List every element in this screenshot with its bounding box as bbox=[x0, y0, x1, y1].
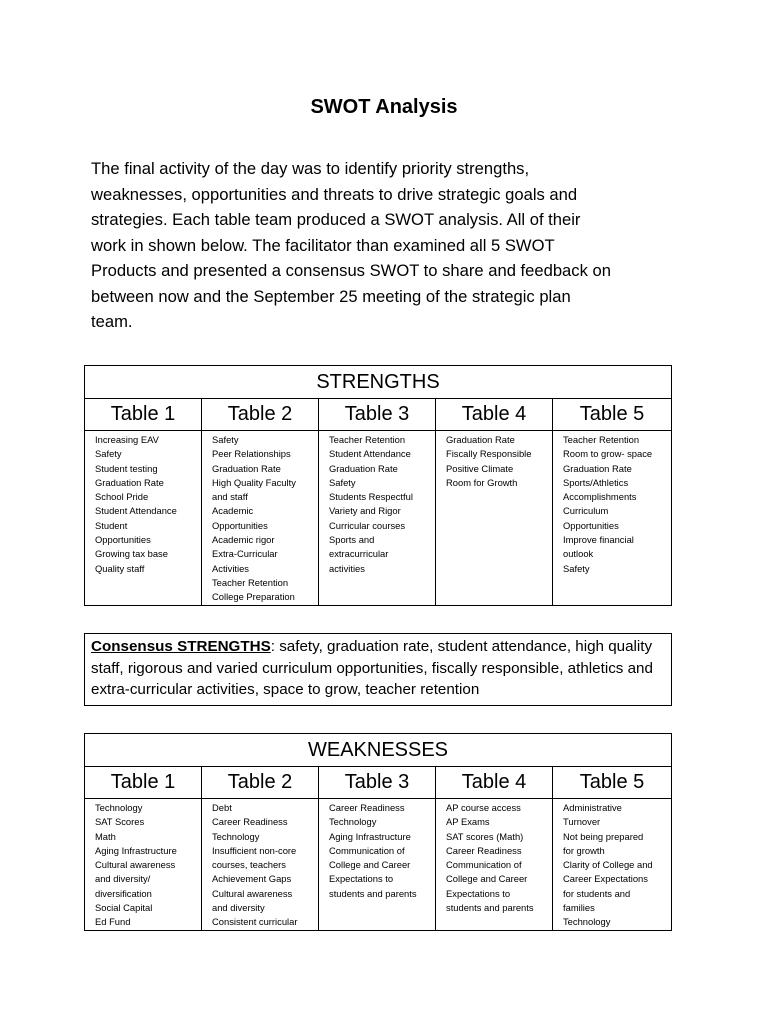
list-item: for students and bbox=[563, 887, 631, 899]
list-item: Graduation Rate bbox=[329, 462, 398, 474]
list-item: Social Capital bbox=[95, 902, 153, 914]
list-item: SAT Scores bbox=[95, 816, 145, 828]
list-item: students and parents bbox=[329, 887, 417, 899]
strengths-table-3-header: Table 3 bbox=[319, 399, 436, 431]
strengths-table-1-header: Table 1 bbox=[85, 399, 202, 431]
list-item: Increasing EAV bbox=[95, 434, 159, 445]
list-item: Fiscally Responsible bbox=[446, 448, 532, 460]
list-item: Aging Infrastructure bbox=[95, 844, 177, 856]
list-item: Safety bbox=[563, 562, 590, 574]
list-item: Curricular courses bbox=[329, 519, 406, 531]
list-item: AP course access bbox=[446, 802, 521, 813]
list-item: Technology bbox=[329, 816, 377, 828]
list-item: Not being prepared bbox=[563, 830, 644, 842]
list-item: Cultural awareness bbox=[95, 859, 176, 871]
list-item: AP Exams bbox=[446, 816, 490, 828]
list-item: Graduation Rate bbox=[212, 462, 281, 474]
weaknesses-heading: WEAKNESSES bbox=[85, 734, 672, 767]
list-item: Opportunities bbox=[563, 519, 619, 531]
weaknesses-table-3-header: Table 3 bbox=[319, 767, 436, 799]
strengths-table bbox=[84, 365, 672, 606]
list-item: Opportunities bbox=[212, 519, 268, 531]
consensus-strengths-box bbox=[84, 633, 672, 706]
list-item: Safety bbox=[329, 476, 356, 488]
list-item: Technology bbox=[212, 830, 260, 842]
list-item: Students Respectful bbox=[329, 491, 413, 503]
list-item: Safety bbox=[95, 448, 122, 460]
list-item: Ed Fund bbox=[95, 916, 131, 928]
list-item: Teacher Retention bbox=[329, 434, 406, 445]
list-item: and staff bbox=[212, 491, 248, 503]
list-item: Graduation Rate bbox=[446, 434, 515, 445]
weaknesses-table-5-header: Table 5 bbox=[553, 767, 672, 799]
list-item: Activities bbox=[212, 562, 249, 574]
strengths-table-1-list bbox=[85, 431, 202, 606]
list-item: Sports and bbox=[329, 534, 375, 546]
strengths-table-4-list bbox=[436, 431, 553, 606]
list-item: Growing tax base bbox=[95, 548, 168, 560]
list-item: Accomplishments bbox=[563, 491, 637, 503]
weaknesses-table-2-list bbox=[202, 799, 319, 931]
list-item: High Quality Faculty bbox=[212, 476, 296, 488]
list-item: activities bbox=[329, 562, 365, 574]
intro-paragraph: The final activity of the day was to identify priority strengths, weaknesses, opportunities and threats to drive strategic goals and strategies. Each table team produced a SWOT analysis. All of their work in shown below. The facilitator than examined all 5 SWOT Products and presented a consensus SWOT to share and feedback on between now and the September 25 meeting of the strategic plan team. bbox=[91, 159, 611, 331]
list-item: extracurricular bbox=[329, 548, 389, 560]
list-item: Extra-Curricular bbox=[212, 548, 278, 560]
list-item: Positive Climate bbox=[446, 462, 514, 474]
list-item: Turnover bbox=[563, 816, 601, 828]
list-item: Aging Infrastructure bbox=[329, 830, 411, 842]
list-item: Math bbox=[95, 830, 116, 842]
weaknesses-table-4-header: Table 4 bbox=[436, 767, 553, 799]
list-item: Sports/Athletics bbox=[563, 476, 629, 488]
weaknesses-table bbox=[84, 733, 672, 931]
list-item: College and Career bbox=[329, 859, 411, 871]
list-item: Insufficient non-core bbox=[212, 844, 297, 856]
list-item: Curriculum bbox=[563, 505, 609, 517]
weaknesses-table-1-list bbox=[85, 799, 202, 931]
list-item: College and Career bbox=[446, 873, 528, 885]
list-item: Career Expectations bbox=[563, 873, 648, 885]
list-item: Variety and Rigor bbox=[329, 505, 401, 517]
consensus-text: : safety, graduation rate, student attendance, high quality staff, rigorous and varied curriculum opportunities, fiscally responsible, athletics and extra-curricular activities, space to grow, teacher retention bbox=[91, 638, 653, 698]
list-item: courses, teachers bbox=[212, 859, 286, 871]
list-item: Graduation Rate bbox=[95, 476, 164, 488]
list-item: Technology bbox=[563, 916, 611, 928]
strengths-table-2-header: Table 2 bbox=[202, 399, 319, 431]
list-item: Administrative bbox=[563, 802, 622, 813]
list-item: Student bbox=[95, 519, 128, 531]
list-item: Student Attendance bbox=[329, 448, 411, 460]
list-item: Peer Relationships bbox=[212, 448, 291, 460]
list-item: Expectations to bbox=[329, 873, 394, 885]
list-item: Teacher Retention bbox=[212, 576, 289, 588]
list-item: School Pride bbox=[95, 491, 149, 503]
list-item: Student testing bbox=[95, 462, 158, 474]
list-item: Clarity of College and bbox=[563, 859, 653, 871]
list-item: Career Readiness bbox=[212, 816, 288, 828]
list-item: College Preparation bbox=[212, 591, 295, 603]
list-item: Communication of bbox=[329, 844, 405, 856]
list-item: outlook bbox=[563, 548, 594, 560]
page-title: SWOT Analysis bbox=[310, 96, 458, 118]
list-item: Technology bbox=[95, 802, 143, 813]
list-item: students and parents bbox=[446, 902, 534, 914]
weaknesses-table-4-list bbox=[436, 799, 553, 931]
list-item: Career Readiness bbox=[329, 802, 405, 813]
strengths-heading: STRENGTHS bbox=[85, 366, 672, 399]
list-item: Debt bbox=[212, 802, 232, 813]
list-item: Student Attendance bbox=[95, 505, 177, 517]
list-item: Opportunities bbox=[95, 534, 151, 546]
list-item: families bbox=[563, 902, 595, 914]
consensus-label: Consensus STRENGTHS bbox=[91, 638, 271, 655]
list-item: Quality staff bbox=[95, 562, 145, 574]
list-item: Career Readiness bbox=[446, 844, 522, 856]
strengths-table-4-header: Table 4 bbox=[436, 399, 553, 431]
strengths-table-3-list bbox=[319, 431, 436, 606]
list-item: Academic rigor bbox=[212, 534, 275, 546]
list-item: SAT scores (Math) bbox=[446, 830, 524, 842]
strengths-table-5-list bbox=[553, 431, 672, 606]
list-item: diversification bbox=[95, 887, 152, 899]
list-item: Safety bbox=[212, 434, 239, 445]
list-item: Expectations to bbox=[446, 887, 511, 899]
weaknesses-table-2-header: Table 2 bbox=[202, 767, 319, 799]
list-item: Improve financial bbox=[563, 534, 634, 546]
list-item: Achievement Gaps bbox=[212, 873, 292, 885]
list-item: and diversity/ bbox=[95, 873, 151, 885]
strengths-table-2-list bbox=[202, 431, 319, 606]
weaknesses-table-5-list bbox=[553, 799, 672, 931]
list-item: Teacher Retention bbox=[563, 434, 640, 445]
weaknesses-table-1-header: Table 1 bbox=[85, 767, 202, 799]
list-item: Academic bbox=[212, 505, 254, 517]
list-item: Cultural awareness bbox=[212, 887, 293, 899]
strengths-table-5-header: Table 5 bbox=[553, 399, 672, 431]
list-item: and diversity bbox=[212, 902, 265, 914]
list-item: for growth bbox=[563, 844, 605, 856]
list-item: Room to grow- space bbox=[563, 448, 653, 460]
list-item: Room for Growth bbox=[446, 476, 518, 488]
weaknesses-table-3-list bbox=[319, 799, 436, 931]
list-item: Graduation Rate bbox=[563, 462, 632, 474]
list-item: Consistent curricular bbox=[212, 916, 298, 928]
list-item: Communication of bbox=[446, 859, 522, 871]
